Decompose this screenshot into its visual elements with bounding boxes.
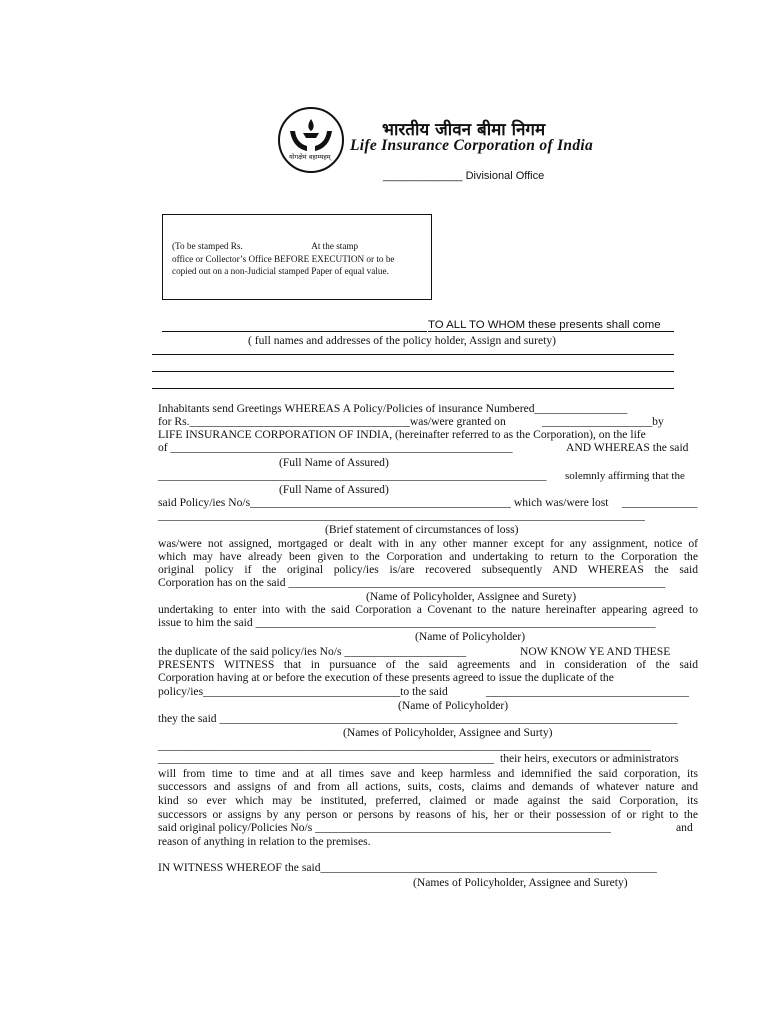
body-line-25a: said original policy/Policies No/s ___________________________________________________ (158, 821, 611, 834)
stamp-box-text: (To be stamped Rs. At the stamp office or Collector’s Office BEFORE EXECUTION or to be copied out on a non-Judicial stamped Paper of equal value. (172, 241, 395, 276)
body-line-15: PRESENTS WITNESS that in pursuance of the said agreements and in consideration of the said (158, 658, 698, 671)
org-name-english: Life Insurance Corporation of India (350, 137, 594, 154)
lic-logo (276, 105, 346, 175)
body-line-5b: solemnly affirming that the (565, 470, 685, 482)
to-all-underline (428, 331, 674, 332)
logo-motto: योगक्षेमं वहाम्यहम् (289, 153, 331, 161)
caption-ph-2: (Name of Policyholder) (398, 699, 509, 712)
body-line-20b: their heirs, executors or administrators (500, 752, 679, 765)
body-line-17b: ___________________________________ (486, 685, 689, 698)
body-line-18: they the said _______________________________________________________________________________ (158, 712, 678, 725)
body-line-6a: said Policy/ies No/s_____________________________________________ which was/were lost (158, 496, 609, 509)
lic-logo-emblem (276, 105, 346, 175)
body-line-8: was/were not assigned, mortgaged or dealt with in any other manner except for any assignment, notice of (158, 537, 698, 550)
to-all-heading: TO ALL TO WHOM these presents shall come (428, 319, 661, 331)
caption-pas-3: (Names of Policyholder, Assignee and Surety) (413, 876, 628, 889)
names-line-4 (152, 388, 674, 389)
body-line-13: issue to him the said _____________________________________________________________________ (158, 616, 656, 629)
names-underline-1 (162, 331, 427, 332)
body-line-16: Corporation having at or before the execution of these presents agreed to issue the duplicate of the (158, 671, 614, 684)
body-line-25b: and (676, 821, 693, 834)
caption-assured-1: (Full Name of Assured) (279, 456, 389, 469)
body-line-5a: ___________________________________________________________________ (158, 469, 547, 482)
body-line-7: ____________________________________________________________________________________ (158, 509, 645, 522)
body-line-4a: of ___________________________________________________________ (158, 441, 513, 454)
body-line-17a: policy/ies__________________________________to the said (158, 685, 448, 698)
caption-loss: (Brief statement of circumstances of loss) (325, 523, 519, 536)
org-name-hindi: भारतीय जीवन बीमा निगम (382, 120, 546, 140)
body-line-10: original policy if the original policy/ies is/are recovered subsequently AND WHEREAS the said (158, 563, 698, 576)
body-line-23: kind so ever which may be instituted, preferred, claimed or made against the said Corporation, its (158, 794, 698, 807)
body-line-2a: for Rs.______________________________________was/were granted on (158, 415, 506, 428)
caption-assured-2: (Full Name of Assured) (279, 483, 389, 496)
witness-line: IN WITNESS WHEREOF the said__________________________________________________________ (158, 861, 657, 874)
names-caption: ( full names and addresses of the policy holder, Assign and surety) (248, 334, 556, 347)
body-line-12: undertaking to enter into with the said Corporation a Covenant to the nature hereinafter appearing agreed to (158, 603, 698, 616)
body-line-26: reason of anything in relation to the premises. (158, 835, 371, 848)
body-line-21: will from time to time and at all times save and keep harmless and idemnified the said corporation, its (158, 767, 698, 780)
names-line-3 (152, 371, 674, 372)
body-line-1: Inhabitants send Greetings WHEREAS A Policy/Policies of insurance Numbered________________ (158, 402, 628, 415)
caption-ph-1: (Name of Policyholder) (415, 630, 526, 643)
body-line-19: _____________________________________________________________________________________ (158, 739, 651, 752)
caption-pas-1: (Name of Policyholder, Assignee and Surety) (366, 590, 577, 603)
body-line-9: which may have already been given to the Corporation and undertaking to return to the Corporation the (158, 550, 698, 563)
body-line-11: Corporation has on the said _________________________________________________________________ (158, 576, 666, 589)
divisional-office-line: _____________ Divisional Office (383, 170, 545, 182)
body-line-14b: NOW KNOW YE AND THESE (520, 645, 671, 658)
caption-pas-2: (Names of Policyholder, Assignee and Surty) (343, 726, 553, 739)
body-line-6b: _____________ (622, 496, 698, 509)
body-line-14a: the duplicate of the said policy/ies No/s _____________________ (158, 645, 467, 658)
body-line-24: successors or assigns by any person or persons by reasons of his, her or their possession of or right to the (158, 808, 698, 821)
body-line-20a: __________________________________________________________ (158, 752, 495, 765)
body-line-4b: AND WHEREAS the said (566, 441, 689, 454)
body-line-2b: ___________________by (542, 415, 664, 428)
body-line-3: LIFE INSURANCE CORPORATION OF INDIA, (hereinafter referred to as the Corporation), on the life (158, 428, 646, 441)
names-line-2 (152, 354, 674, 355)
body-line-22: successors and assigns of and from all actions, suits, costs, claims and demands of whatever nature and (158, 780, 698, 793)
